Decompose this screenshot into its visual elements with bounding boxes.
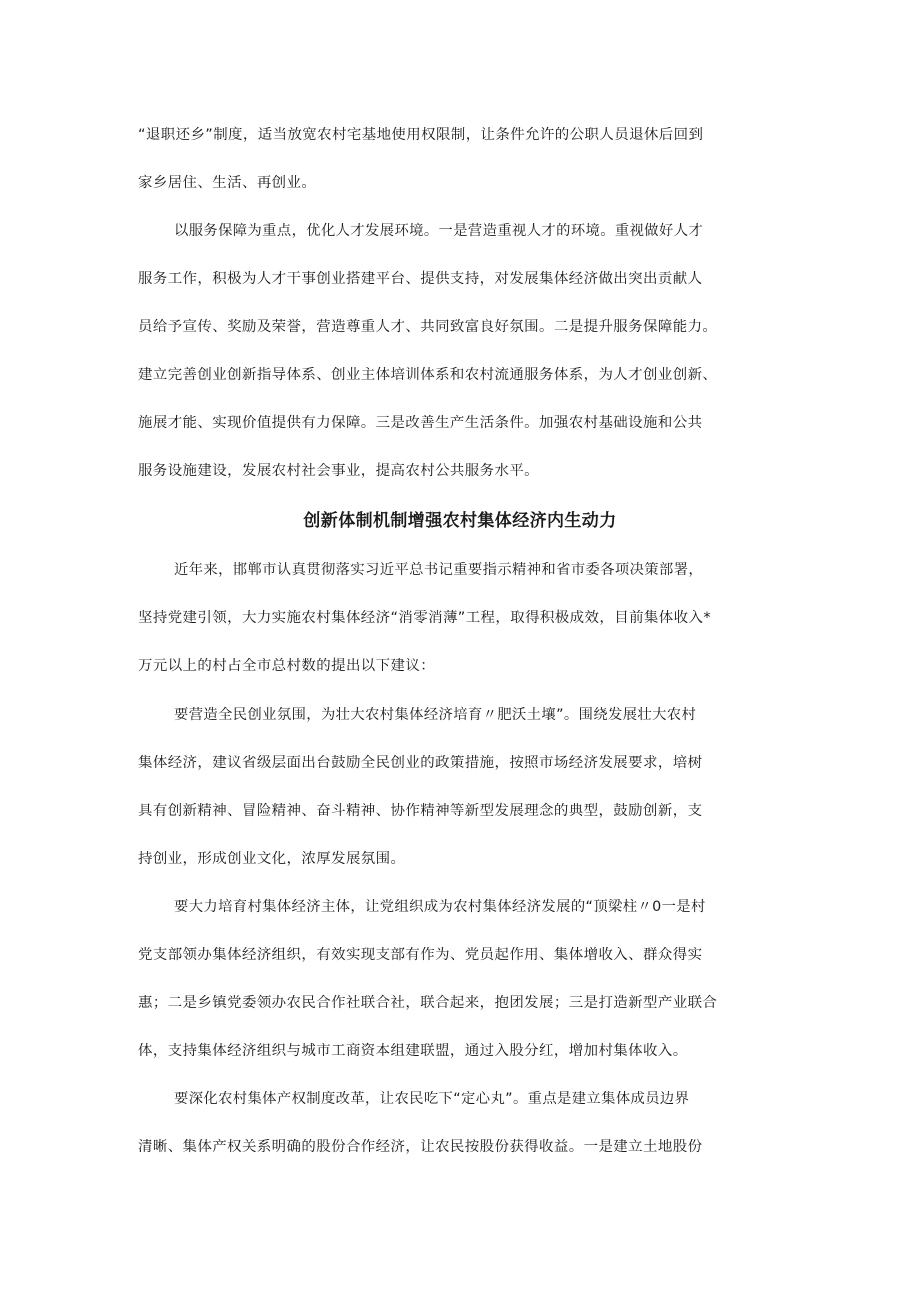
paragraph-1-line-1: “退职还乡”制度，适当放宽农村宅基地使用权限制，让条件允许的公职人员退休后回到 [138,127,704,143]
paragraph-2-line-3: 员给予宣传、奖励及荣誉，营造尊重人才、共同致富良好氛围。二是提升服务保障能力。 [138,319,718,335]
paragraph-4-line-1: 要营造全民创业氛围，为壮大农村集体经济培育〃肥沃土壤”。围绕发展壮大农村 [174,707,697,723]
paragraph-4-line-2: 集体经济，建议省级层面出台鼓励全民创业的政策措施，按照市场经济发展要求，培树 [138,755,703,771]
paragraph-3-line-1: 近年来，邯郸市认真贯彻落实习近平总书记重要指示精神和省市委各项决策部署， [174,562,704,578]
paragraph-2-line-5: 施展才能、实现价值提供有力保障。三是改善生产生活条件。加强农村基础设施和公共 [138,415,703,431]
paragraph-5-line-1: 要大力培育村集体经济主体，让党组织成为农村集体经济发展的“顶梁柱〃0一是村 [174,899,706,915]
paragraph-5-line-4: 体，支持集体经济组织与城市工商资本组建联盟，通过入股分红，增加村集体收入。 [138,1043,688,1059]
paragraph-4-line-3: 具有创新精神、冒险精神、奋斗精神、协作精神等新型发展理念的典型，鼓励创新，支 [138,803,703,819]
paragraph-3-line-3: 万元以上的村占全市总村数的提出以下建议： [138,658,436,674]
paragraph-2-line-6: 服务设施建设，发展农村社会事业，提高农村公共服务水平。 [138,463,540,479]
paragraph-6-line-1: 要深化农村集体产权制度改革，让农民吃下“定心丸”。重点是建立集体成员边界 [174,1091,690,1107]
paragraph-5-line-2: 党支部领办集体经济组织，有效实现支部有作为、党员起作用、集体增收入、群众得实 [138,947,703,963]
paragraph-3-line-2: 坚持党建引领，大力实施农村集体经济“消零消薄”工程，取得积极成效，目前集体收入* [138,610,711,626]
paragraph-2-line-2: 服务工作，积极为人才干事创业搭建平台、提供支持，对发展集体经济做出突出贡献人 [138,271,703,287]
paragraph-2-line-1: 以服务保障为重点，优化人才发展环境。一是营造重视人才的环境。重视做好人才 [174,223,704,239]
paragraph-1-line-2: 家乡居住、生活、再创业。 [138,175,317,191]
section-heading: 创新体制机制增强农村集体经济内生动力 [303,511,617,531]
paragraph-6-line-2: 清晰、集体产权关系明确的股份合作经济，让农民按股份获得收益。一是建立土地股份 [138,1139,703,1155]
paragraph-4-line-4: 持创业，形成创业文化，浓厚发展氛围。 [138,851,406,867]
paragraph-2-line-4: 建立完善创业创新指导体系、创业主体培训体系和农村流通服务体系，为人才创业创新、 [138,367,718,383]
paragraph-5-line-3: 惠；二是乡镇党委领办农民合作社联合社，联合起来，抱团发展；三是打造新型产业联合 [138,995,718,1011]
